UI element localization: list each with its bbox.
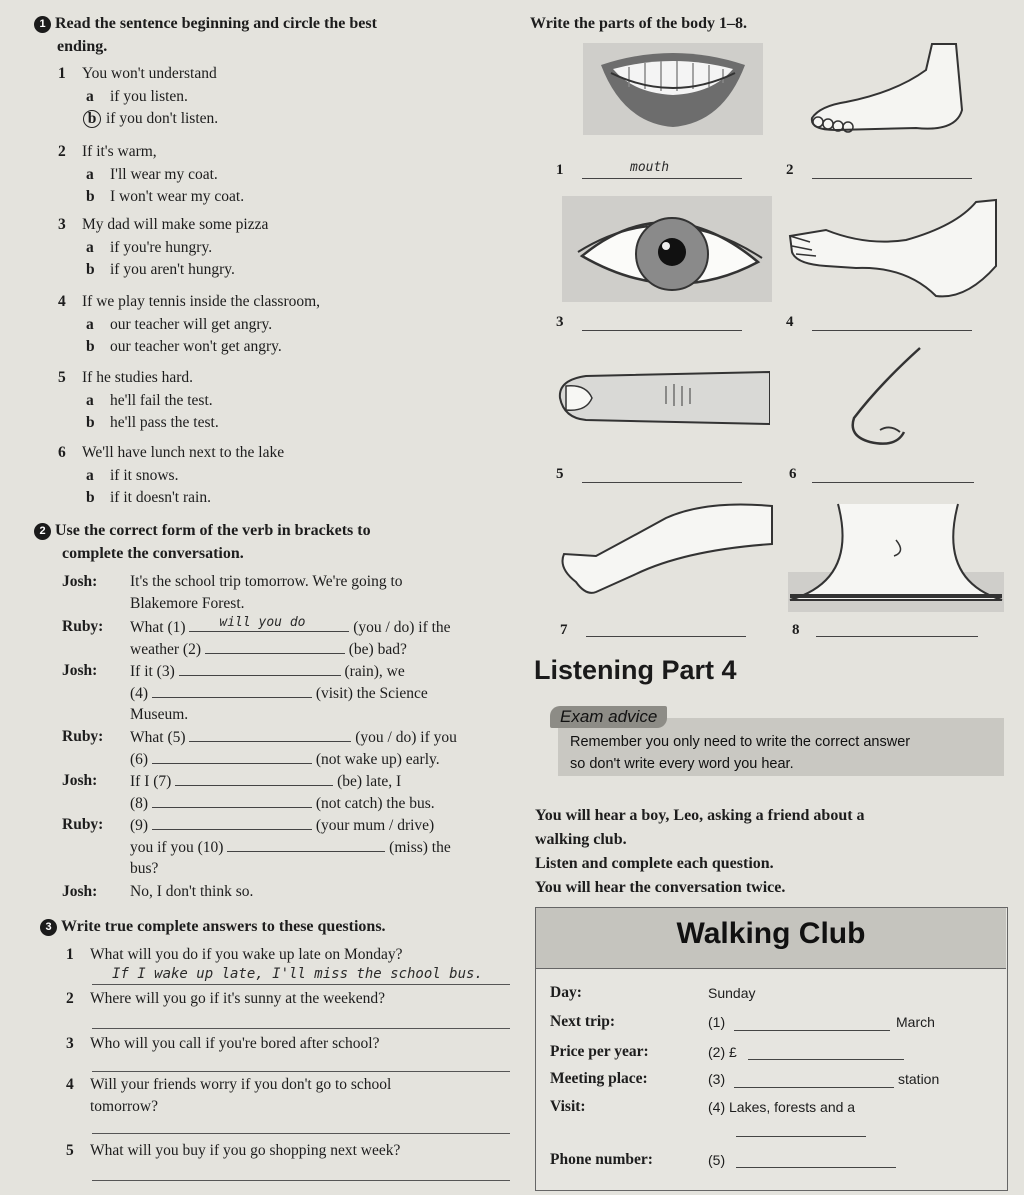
question-5: 5 What will you buy if you go shopping next week? [66, 1142, 401, 1159]
option-a[interactable] [62, 86, 188, 108]
answer-blank-4[interactable] [152, 682, 312, 698]
option-text: he'll fail the test. [110, 392, 213, 409]
option-letter: a [86, 88, 94, 105]
meeting-place-answer-line[interactable] [734, 1087, 894, 1088]
question-text: If he studies hard. [82, 369, 194, 386]
speaker-josh: Josh: [62, 772, 98, 789]
conversation-line: Museum. [130, 706, 189, 723]
conversation-line [130, 814, 510, 837]
exercise-1-question [58, 141, 157, 163]
question-text: If it's warm, [82, 143, 157, 160]
exercise-1-title-line2: ending. [57, 38, 108, 55]
answer-line-2[interactable] [92, 1028, 510, 1029]
foot-illustration [806, 40, 972, 136]
label-6: 6 [789, 466, 797, 482]
answer-blank-3[interactable] [179, 660, 341, 676]
option-a[interactable] [62, 237, 212, 259]
exercise-1-question [58, 214, 268, 236]
option-letter: b [86, 338, 95, 355]
conversation-text: (you / do) if you [355, 729, 457, 746]
walking-club-title: Walking Club [676, 917, 866, 950]
finger-icon [556, 368, 770, 426]
conversation-text: weather (2) [130, 641, 201, 658]
answer-line-body-6[interactable] [812, 482, 974, 483]
conversation-text: (not catch) the bus. [315, 795, 435, 812]
answer-line-body-7[interactable] [586, 636, 746, 637]
conversation-text: (be) bad? [348, 641, 407, 658]
option-letter: a [86, 316, 94, 333]
question-number: 5 [58, 369, 66, 386]
answer-line-3[interactable] [92, 1071, 510, 1072]
option-letter: a [86, 239, 94, 256]
body-parts-title: Write the parts of the body 1–8. [530, 15, 748, 32]
question-3: 3 Who will you call if you're bored after school? [66, 1035, 380, 1052]
handwritten-answer-1: If I wake up late, I'll miss the school bus. [112, 966, 483, 982]
exam-advice-label: Exam advice [550, 706, 667, 728]
option-letter: b [86, 188, 95, 205]
conversation-text: (9) [130, 817, 149, 834]
option-text: I'll wear my coat. [110, 166, 218, 183]
option-b[interactable] [62, 412, 219, 434]
mouth-illustration [583, 43, 763, 135]
conversation-text: (4) [130, 685, 149, 702]
answer-line-4[interactable] [92, 1133, 510, 1134]
instruction-line: You will hear a boy, Leo, asking a friend about a [535, 807, 865, 824]
conversation-line [130, 726, 510, 749]
label-5: 5 [556, 466, 564, 482]
option-text: our teacher will get angry. [110, 316, 273, 333]
listening-instructions [535, 804, 865, 900]
option-b[interactable] [62, 108, 218, 130]
leg-illustration [556, 500, 776, 604]
conversation-text: (you / do) if the [353, 619, 451, 636]
price-number: (2) £ [708, 1044, 737, 1060]
price-answer-line[interactable] [748, 1059, 904, 1060]
conversation-text: (8) [130, 795, 149, 812]
conversation-line: bus? [130, 860, 159, 877]
question-number: 2 [58, 143, 66, 160]
conversation-text: (visit) the Science [315, 685, 428, 702]
conversation-line [130, 770, 510, 793]
option-text: if you don't listen. [106, 110, 219, 127]
arm-illustration [786, 196, 998, 304]
exercise-1-question [58, 367, 193, 389]
exercise-number-badge: 2 [34, 523, 51, 540]
conversation-line [130, 638, 510, 661]
option-b[interactable] [62, 336, 282, 358]
handwritten-answer-body-1: mouth [630, 160, 670, 175]
instruction-line: walking club. [535, 831, 627, 848]
answer-blank-10[interactable] [227, 836, 385, 852]
question-text: If we play tennis inside the classroom, [82, 293, 321, 310]
label-3: 3 [556, 314, 564, 330]
mouth-icon [583, 43, 763, 135]
question-2: 2 Where will you go if it's sunny at the weekend? [66, 990, 386, 1007]
conversation-text: (6) [130, 751, 149, 768]
label-7: 7 [560, 622, 568, 638]
conversation-text: (rain), we [344, 663, 405, 680]
option-text: our teacher won't get angry. [110, 338, 282, 355]
label-2: 2 [786, 162, 794, 178]
arm-icon [786, 196, 998, 304]
next-trip-suffix: March [896, 1014, 935, 1030]
option-a[interactable] [62, 314, 272, 336]
answer-line-body-1[interactable] [582, 178, 742, 179]
option-letter: b [83, 110, 101, 128]
question-text: What will you do if you wake up late on Monday? [90, 946, 403, 963]
visit-value: (4) Lakes, forests and a [708, 1099, 856, 1115]
phone-label: Phone number: [550, 1151, 653, 1168]
option-b[interactable] [62, 487, 211, 509]
answer-blank-8[interactable] [152, 792, 312, 808]
option-letter: a [86, 392, 94, 409]
question-4-line2: tomorrow? [90, 1098, 159, 1115]
option-letter: b [86, 489, 95, 506]
option-letter: a [86, 467, 94, 484]
conversation-line [130, 748, 510, 771]
nose-icon [840, 344, 940, 448]
speaker-josh: Josh: [62, 883, 98, 900]
exercise-1-title [34, 13, 377, 35]
conversation-text: (not wake up) early. [315, 751, 440, 768]
answer-line-body-8[interactable] [816, 636, 978, 637]
question-number: 6 [58, 444, 66, 461]
finger-illustration [556, 368, 770, 426]
day-value: Sunday [708, 985, 756, 1001]
question-number: 4 [58, 293, 66, 310]
exercise-number-badge: 3 [40, 919, 57, 936]
question-text: You won't understand [82, 65, 217, 82]
foot-icon [806, 40, 972, 136]
answer-blank-7[interactable] [175, 770, 333, 786]
conversation-text: (miss) the [389, 839, 451, 856]
question-number: 1 [58, 65, 66, 82]
conversation-text: What (5) [130, 729, 186, 746]
exercise-2-title [34, 520, 371, 542]
exam-advice-line1: Remember you only need to write the correct answer [570, 734, 911, 750]
exam-advice-line2: so don't write every word you hear. [570, 756, 794, 772]
option-text: I won't wear my coat. [110, 188, 245, 205]
exercise-3-title [40, 916, 386, 938]
option-a[interactable] [62, 390, 213, 412]
conversation-line: No, I don't think so. [130, 883, 254, 900]
option-text: if it snows. [110, 467, 179, 484]
speaker-josh: Josh: [62, 662, 98, 679]
speaker-ruby: Ruby: [62, 728, 104, 745]
question-4: 4 Will your friends worry if you don't go to school [66, 1076, 392, 1093]
exercise-1-title-line1: Read the sentence beginning and circle the best [55, 15, 377, 32]
option-text: if you're hungry. [110, 239, 213, 256]
conversation-text: If I (7) [130, 773, 172, 790]
answer-line-body-3[interactable] [582, 330, 742, 331]
conversation-line [130, 660, 510, 683]
answer-line-body-2[interactable] [812, 178, 972, 179]
conversation-text: If it (3) [130, 663, 175, 680]
price-label: Price per year: [550, 1043, 649, 1060]
question-text: My dad will make some pizza [82, 216, 269, 233]
conversation-line: It's the school trip tomorrow. We're going to [130, 573, 403, 590]
answer-blank-5[interactable] [189, 726, 351, 742]
exercise-2-title-line2: complete the conversation. [62, 545, 244, 562]
next-trip-label: Next trip: [550, 1013, 615, 1030]
answer-blank-6[interactable] [152, 748, 312, 764]
label-1: 1 [556, 162, 564, 178]
option-a[interactable] [62, 164, 218, 186]
option-letter: b [86, 261, 95, 278]
exercise-number-badge: 1 [34, 16, 51, 33]
question-text: Will your friends worry if you don't go to school [90, 1076, 392, 1093]
answer-blank-9[interactable] [152, 814, 312, 830]
conversation-line [130, 792, 510, 815]
exercise-3-title-text: Write true complete answers to these questions. [61, 918, 386, 935]
conversation-line [130, 836, 510, 859]
question-number: 3 [58, 216, 66, 233]
question-text: Who will you call if you're bored after school? [90, 1035, 380, 1052]
option-text: if you listen. [110, 88, 188, 105]
speaker-ruby: Ruby: [62, 618, 104, 635]
conversation-text: What (1) [130, 619, 186, 636]
exercise-1-question [58, 442, 284, 464]
eye-illustration [562, 196, 772, 302]
answer-blank-1[interactable] [189, 616, 349, 632]
meeting-place-label: Meeting place: [550, 1070, 648, 1087]
option-text: if you aren't hungry. [110, 261, 235, 278]
next-trip-answer-line[interactable] [734, 1030, 890, 1031]
next-trip-number: (1) [708, 1014, 726, 1030]
exercise-1-question [58, 291, 320, 313]
speaker-josh: Josh: [62, 573, 98, 590]
question-1: 1 What will you do if you wake up late on Monday? [66, 946, 403, 963]
neck-illustration [788, 500, 1004, 612]
meeting-place-number: (3) [708, 1071, 726, 1087]
conversation-text: (be) late, I [337, 773, 402, 790]
eye-icon [562, 196, 772, 302]
label-8: 8 [792, 622, 800, 638]
option-b[interactable] [62, 259, 235, 281]
answer-line-body-5[interactable] [582, 482, 742, 483]
handwritten-answer: will you do [219, 615, 306, 630]
phone-answer-line[interactable] [736, 1167, 896, 1168]
option-letter: a [86, 166, 94, 183]
instruction-line: You will hear the conversation twice. [535, 879, 786, 896]
answer-line-5[interactable] [92, 1180, 510, 1181]
day-label: Day: [550, 984, 582, 1001]
exercise-2-title-line1: Use the correct form of the verb in brackets to [55, 522, 371, 539]
visit-answer-line[interactable] [736, 1136, 866, 1137]
option-a[interactable] [62, 465, 178, 487]
exam-advice-text [570, 731, 910, 775]
conversation-line [130, 682, 510, 705]
visit-label: Visit: [550, 1098, 586, 1115]
option-text: if it doesn't rain. [110, 489, 211, 506]
exercise-1-question [58, 63, 217, 85]
answer-line-body-4[interactable] [812, 330, 972, 331]
question-text: We'll have lunch next to the lake [82, 444, 285, 461]
conversation-text: you if you (10) [130, 839, 224, 856]
option-text: he'll pass the test. [110, 414, 219, 431]
label-4: 4 [786, 314, 794, 330]
answer-line-1[interactable] [92, 984, 510, 985]
question-text: Where will you go if it's sunny at the weekend? [90, 990, 386, 1007]
conversation-line: Blakemore Forest. [130, 595, 245, 612]
question-text: What will you buy if you go shopping next week? [90, 1142, 401, 1159]
conversation-line [130, 616, 510, 639]
conversation-text: (your mum / drive) [315, 817, 435, 834]
option-b[interactable] [62, 186, 244, 208]
instruction-line: Listen and complete each question. [535, 855, 774, 872]
meeting-place-suffix: station [898, 1071, 940, 1087]
option-letter: b [86, 414, 95, 431]
answer-blank-2[interactable] [205, 638, 345, 654]
nose-illustration [840, 344, 940, 448]
speaker-ruby: Ruby: [62, 816, 104, 833]
leg-icon [556, 500, 776, 604]
phone-number: (5) [708, 1152, 726, 1168]
neck-icon [788, 500, 1004, 612]
listening-title: Listening Part 4 [534, 655, 737, 685]
